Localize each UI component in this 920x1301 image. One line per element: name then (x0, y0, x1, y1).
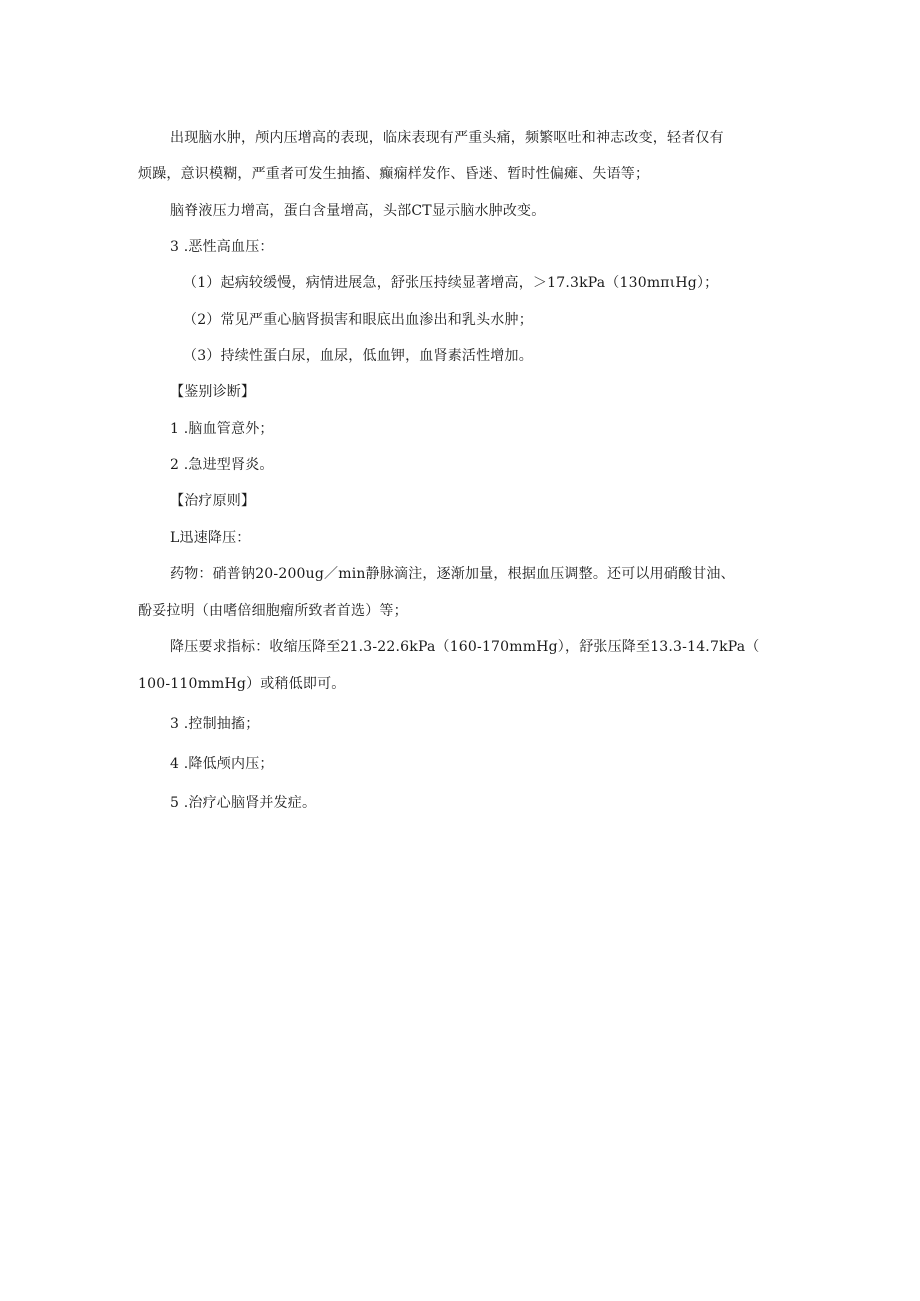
list-item-3: （3）持续性蛋白尿，血尿，低血钾，血肾素活性增加。 (183, 348, 533, 364)
paragraph-line-1: 出现脑水肿，颅内压增高的表现，临床表现有严重头痛，频繁呕吐和神志改变，轻者仅有 (170, 130, 724, 146)
list-item-1: （1）起病较缓慢，病情进展急，舒张压持续显著增高，＞17.3kPa（130mπιHg）； (183, 275, 719, 291)
list-item-2: （2）常见严重心脑肾损害和眼底出血渗出和乳头水肿； (183, 312, 533, 328)
paragraph-target-line-2: 100-110mmHg）或稍低即可。 (138, 676, 346, 692)
section-heading-differential-diagnosis: 【鉴别诊断】 (170, 384, 256, 400)
differential-item-2: 2 .急进型肾炎。 (170, 457, 274, 473)
paragraph-line-3: 脑脊液压力增高，蛋白含量增高，头部CT显示脑水肿改变。 (170, 203, 546, 219)
paragraph-drugs-line-1: 药物：硝普钠20-200ug／min静脉滴注，逐渐加量，根据血压调整。还可以用硝酸甘油、 (170, 566, 735, 582)
treatment-item-4: 4 .降低颅内压； (170, 756, 274, 772)
paragraph-drugs-line-2: 酚妥拉明（由嗜倍细胞瘤所致者首选）等； (138, 603, 408, 619)
section-heading-treatment-principles: 【治疗原则】 (170, 493, 256, 509)
treatment-item-3: 3 .控制抽搐； (170, 716, 260, 732)
treatment-item-1: L迅速降压： (170, 530, 251, 546)
paragraph-target-line-1: 降压要求指标：收缩压降至21.3-22.6kPa（160-170mmHg），舒张压降至13.3-14.7kPa（ (170, 639, 760, 655)
treatment-item-5: 5 .治疗心脑肾并发症。 (170, 795, 317, 811)
section-heading-malignant-hypertension: 3 .恶性高血压： (170, 239, 274, 255)
paragraph-line-2: 烦躁，意识模糊，严重者可发生抽搐、癫痫样发作、昏迷、暂时性偏瘫、失语等； (138, 166, 650, 182)
differential-item-1: 1 .脑血管意外； (170, 421, 274, 437)
